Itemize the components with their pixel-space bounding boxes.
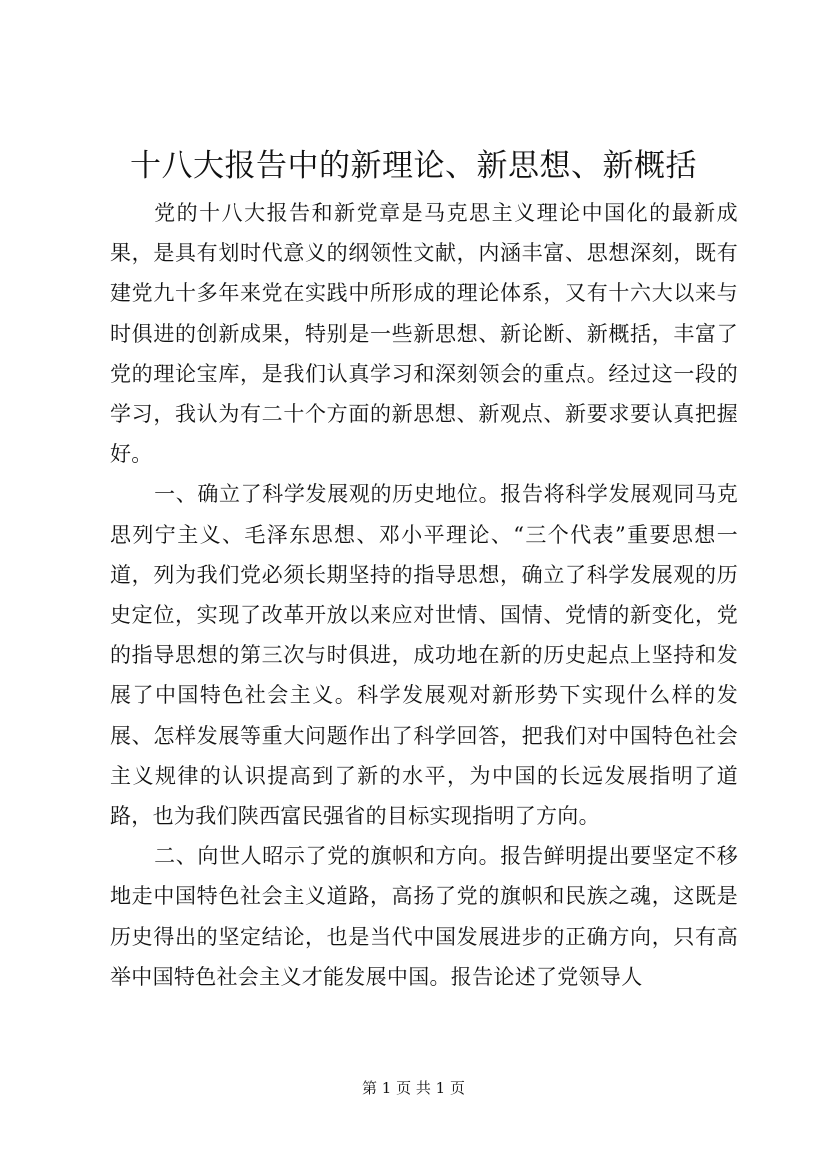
paragraph-point-2: 二、向世人昭示了党的旗帜和方向。报告鲜明提出要坚定不移地走中国特色社会主义道路，高扬了党的旗帜和民族之魂，这既是历史得出的坚定结论，也是当代中国发展进步的正确方向，只有高举中国特色社会主义才能发展中国。报告论述了党领导人 <box>110 844 738 989</box>
document-title: 十八大报告中的新理论、新思想、新概括 <box>130 148 697 184</box>
paragraph-point-1: 一、确立了科学发展观的历史地位。报告将科学发展观同马克思列宁主义、毛泽东思想、邓小平理论、“三个代表”重要思想一道，列为我们党必须长期坚持的指导思想，确立了科学发展观的历史定位，实现了改革开放以来应对世情、国情、党情的新变化，党的指导思想的第三次与时俱进，成功地在新的历史起点上坚持和发展了中国特色社会主义。科学发展观对新形势下实现什么样的发展、怎样发展等重大问题作出了科学回答，把我们对中国特色社会主义规律的认识提高到了新的水平，为中国的长远发展指明了道路，也为我们陕西富民强省的目标实现指明了方向。 <box>110 482 738 829</box>
document-body <box>110 193 738 997</box>
page-footer: 第 1 页 共 1 页 <box>362 1079 465 1097</box>
paragraph-intro: 党的十八大报告和新党章是马克思主义理论中国化的最新成果，是具有划时代意义的纲领性文献，内涵丰富、思想深刻，既有建党九十多年来党在实践中所形成的理论体系，又有十六大以来与时俱进的创新成果，特别是一些新思想、新论断、新概括，丰富了党的理论宝库，是我们认真学习和深刻领会的重点。经过这一段的学习，我认为有二十个方面的新思想、新观点、新要求要认真把握好。 <box>110 201 738 467</box>
